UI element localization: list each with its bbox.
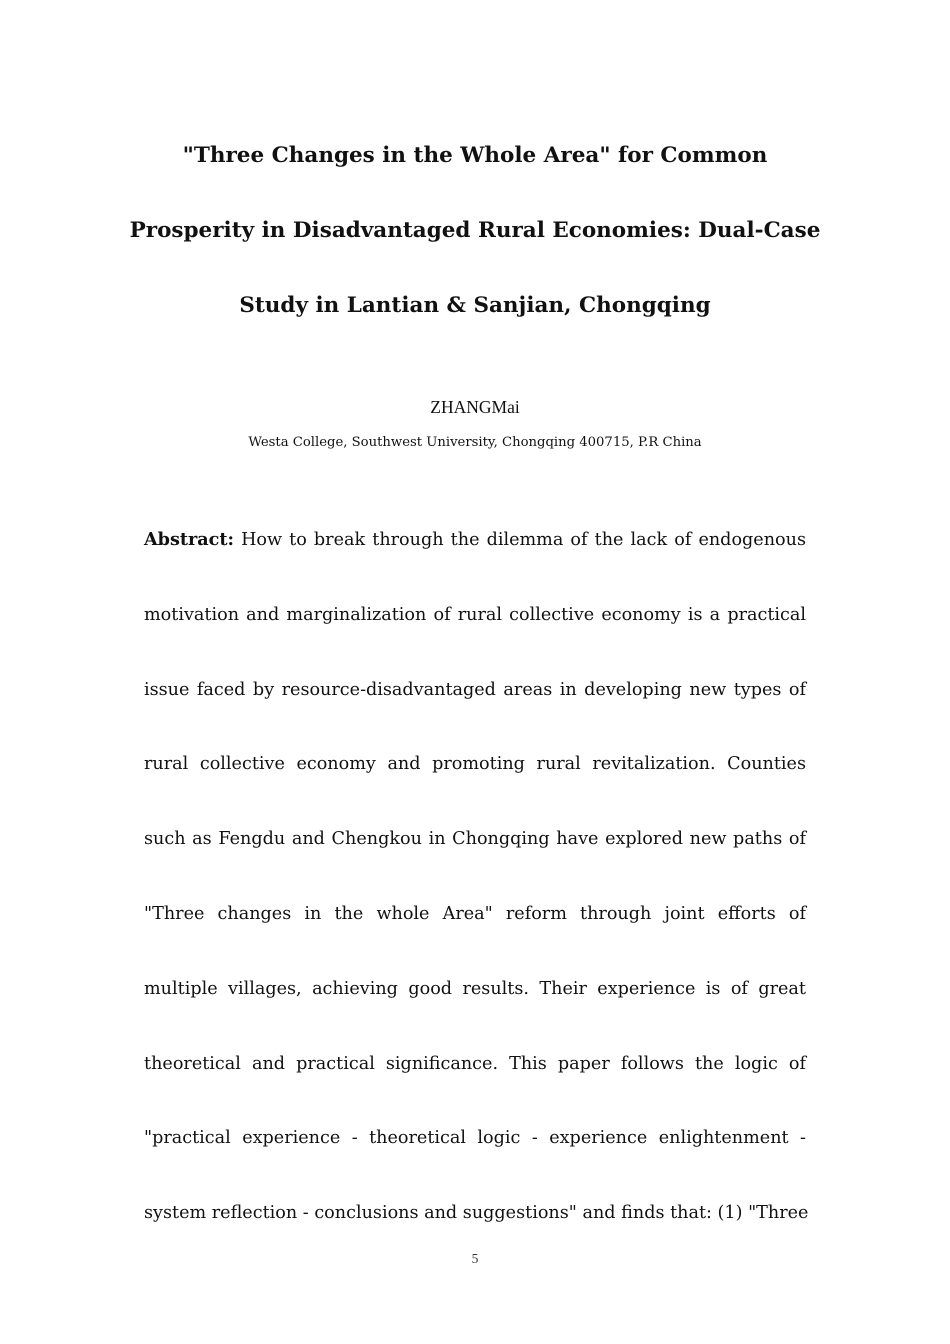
abstract-line <box>144 503 806 578</box>
title-line: "Three Changes in the Whole Area" for Common <box>182 143 768 168</box>
abstract-line: theoretical and practical significance. This paper follows the logic of <box>144 1053 806 1074</box>
abstract-line: system reflection - conclusions and suggestions" and finds that: (1) "Three <box>144 1203 809 1224</box>
abstract-line: "practical experience - theoretical logic - experience enlightenment - <box>144 1128 806 1149</box>
page-number: 5 <box>471 1251 479 1266</box>
author-affiliation: Westa College, Southwest University, Chongqing 400715, P.R China <box>248 435 702 450</box>
abstract-label: Abstract: <box>144 529 234 550</box>
abstract-line: "Three changes in the whole Area" reform through joint efforts of <box>144 903 806 924</box>
abstract-text: How to break through the dilemma of the lack of endogenous <box>234 530 806 550</box>
abstract <box>144 503 809 1251</box>
abstract-line: multiple villages, achieving good results. Their experience is of great <box>144 978 806 999</box>
title-line: Prosperity in Disadvantaged Rural Economies: Dual-Case <box>129 218 821 243</box>
title-line: Study in Lantian & Sanjian, Chongqing <box>239 293 711 318</box>
paper-title <box>120 118 830 343</box>
abstract-line: such as Fengdu and Chengkou in Chongqing have explored new paths of <box>144 829 806 850</box>
author-name: ZHANGMai <box>430 397 520 417</box>
abstract-line: motivation and marginalization of rural collective economy is a practical <box>144 604 806 625</box>
abstract-line: rural collective economy and promoting rural revitalization. Counties <box>144 754 806 775</box>
abstract-line: issue faced by resource-disadvantaged areas in developing new types of <box>144 679 806 700</box>
